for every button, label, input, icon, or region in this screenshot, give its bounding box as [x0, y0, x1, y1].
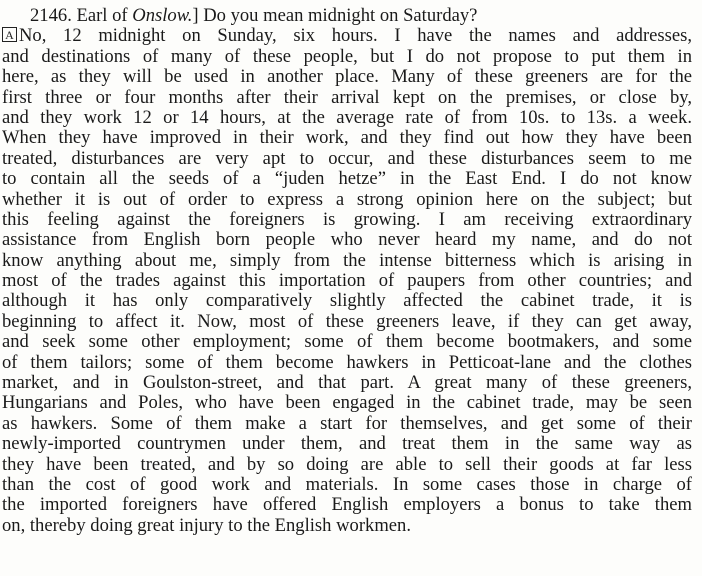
question-text: Do you mean midnight on Saturday?: [203, 5, 478, 26]
answer-line: most of the trades against this importation of paupers from other countries; and: [2, 270, 692, 292]
answer-text-line: No, 12 midnight on Sunday, six hours. I have the names and addresses,: [19, 25, 692, 47]
answer-line: the imported foreigners have offered English employers a bonus to take them: [2, 494, 692, 516]
answer-line: they have been treated, and by so doing are able to sell their goods at far less: [2, 453, 692, 475]
answer-line: here, as they will be used in another place. Many of these greeners are for the: [2, 66, 692, 88]
answer-line: and destinations of many of these people, but I do not propose to put them in: [2, 45, 692, 67]
answer-line: and they work 12 or 14 hours, at the average rate of from 10s. to 13s. a week.: [2, 106, 692, 128]
answer-marker-icon: [2, 27, 17, 42]
svg-text:A: A: [5, 28, 14, 43]
answer-line: beginning to affect it. Now, most of these greeners leave, if they can get away,: [2, 310, 692, 332]
answer-line: Hungarians and Poles, who have been engaged in the cabinet trade, may be seen: [2, 392, 692, 414]
answer-line: to contain all the seeds of a “juden hetze” in the East End. I do not know: [2, 168, 692, 190]
speaker-prefix: Earl of: [76, 5, 128, 26]
answer-line: and seek some other employment; some of them become bootmakers, and some: [2, 331, 692, 353]
answer-line: know anything about me, simply from the intense bitterness which is arising in: [2, 249, 692, 271]
answer-line: although it has only comparatively slightly affected the cabinet trade, it is: [2, 290, 692, 312]
answer-line: treated, disturbances are very apt to occur, and these disturbances seem to me: [2, 147, 692, 169]
answer-line: than the cost of good work and materials. In some cases those in charge of: [2, 473, 692, 495]
question-line: [2, 6, 692, 26]
answer-line: of them tailors; some of them become hawkers in Petticoat-lane and the clothes: [2, 351, 692, 373]
answer-line: newly-imported countrymen under them, and treat them in the same way as: [2, 433, 692, 455]
answer-line: When they have improved in their work, and they find out how they have been: [2, 127, 692, 149]
speaker-bracket: ]: [192, 5, 199, 26]
answer-line: market, and in Goulston-street, and that part. A great many of these greeners,: [2, 372, 692, 394]
answer-line: [2, 26, 692, 46]
answer-line: assistance from English born people who never heard my name, and do not: [2, 229, 692, 251]
answer-line: this feeling against the foreigners is growing. I am receiving extraordinary: [2, 208, 692, 230]
question-number: 2146.: [30, 5, 72, 26]
testimony-text: [2, 6, 692, 536]
answer-line: whether it is out of order to express a strong opinion here on the subject; but: [2, 188, 692, 210]
answer-line: first three or four months after their arrival kept on the premises, or close by,: [2, 86, 692, 108]
speaker-name: Onslow.: [132, 5, 193, 26]
answer-line: as hawkers. Some of them make a start for themselves, and get some of their: [2, 412, 692, 434]
answer-line: on, thereby doing great injury to the English workmen.: [2, 514, 411, 536]
